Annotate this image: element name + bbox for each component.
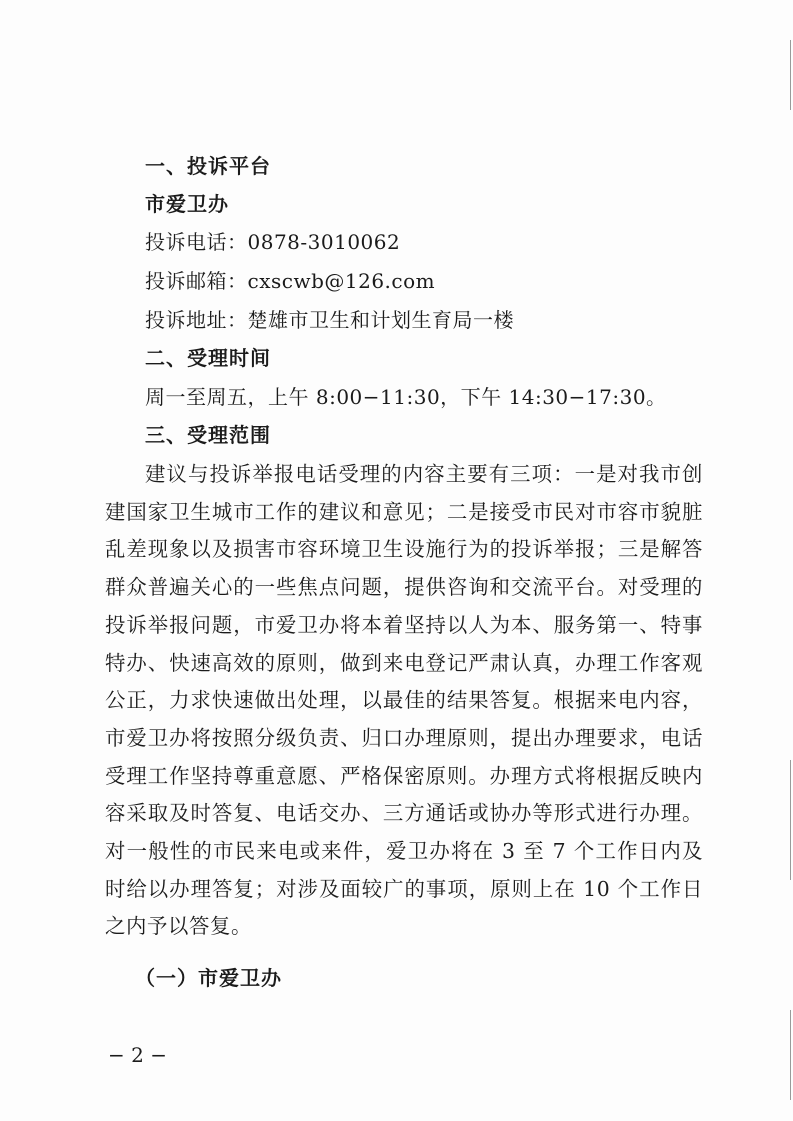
section-heading-complaint-platform: 一、投诉平台: [145, 154, 271, 178]
subsection-heading-office: （一）市爱卫办: [135, 966, 282, 990]
complaint-phone: 投诉电话：0878-3010062: [145, 230, 401, 254]
section-heading-scope: 三、受理范围: [145, 423, 271, 447]
section-heading-hours: 二、受理时间: [145, 346, 271, 370]
scope-paragraph: 建议与投诉举报电话受理的内容主要有三项：一是对我市创建国家卫生城市工作的建议和意见；二是接受市民对市容市貌脏乱差现象以及损害市容环境卫生设施行为的投诉举报；三是解答群众普遍关心的一些焦点问题，提供咨询和交流平台。对受理的投诉举报问题，市爱卫办将本着坚持以人为本、服务第一、特事特办、快速高效的原则，做到来电登记严肃认真，办理工作客观公正，力求快速做出处理，以最佳的结果答复。根据来电内容，市爱卫办将按照分级负责、归口办理原则，提出办理要求，电话受理工作坚持尊重意愿、严格保密原则。办理方式将根据反映内容采取及时答复、电话交办、三方通话或协办等形式进行办理。对一般性的市民来电或来件，爱卫办将在 3 至 7 个工作日内及时给以办理答复；对涉及面较广的事项，原则上在 10 个工作日之内予以答复。: [105, 462, 703, 939]
page-number: − 2 −: [108, 1043, 167, 1067]
scan-edge-mark: [790, 760, 791, 880]
scan-edge-mark: [790, 40, 791, 110]
office-hours: 周一至周五，上午 8:00−11:30，下午 14:30−17:30。: [145, 385, 667, 409]
org-name: 市爱卫办: [145, 192, 229, 216]
complaint-address: 投诉地址：楚雄市卫生和计划生育局一楼: [145, 308, 514, 332]
scan-edge-mark: [790, 1010, 791, 1100]
complaint-email: 投诉邮箱：cxscwb@126.com: [145, 269, 436, 293]
